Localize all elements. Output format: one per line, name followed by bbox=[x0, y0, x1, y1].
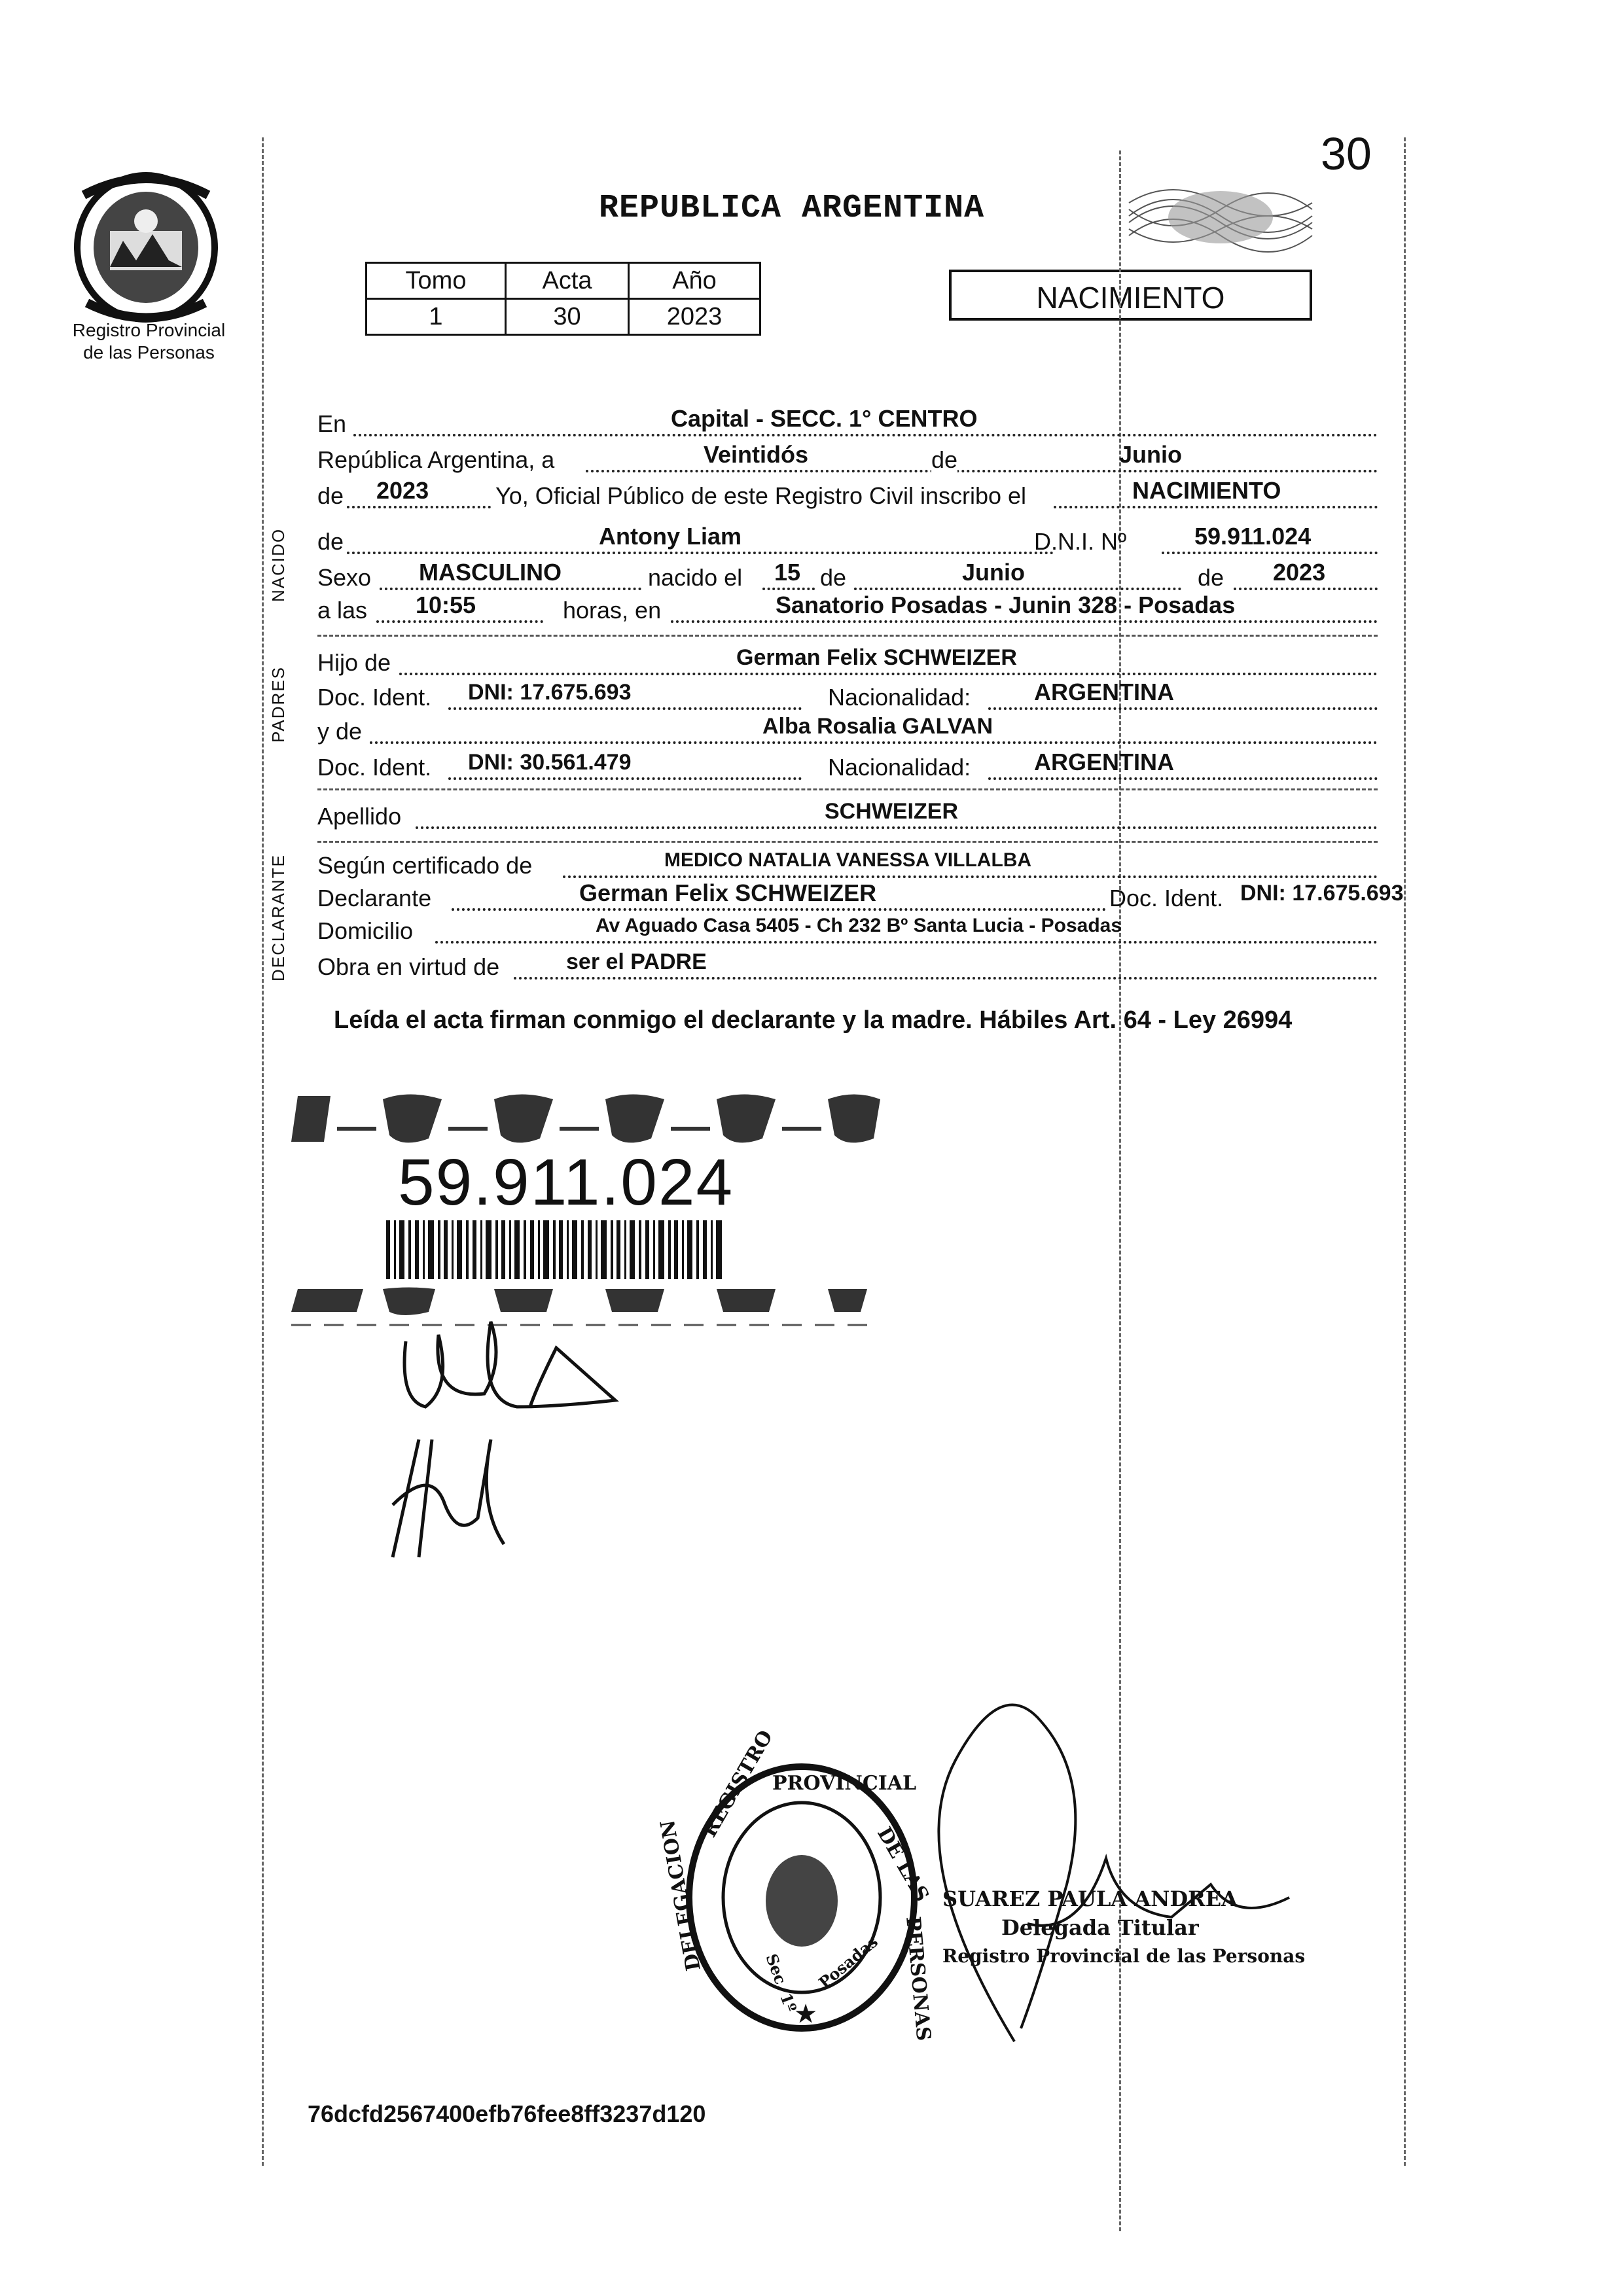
day-value: Veintidós bbox=[704, 441, 809, 468]
document-title: REPUBLICA ARGENTINA bbox=[599, 190, 985, 227]
svg-text:DELEGACION: DELEGACION bbox=[656, 1818, 706, 1973]
capacity-value: ser el PADRE bbox=[566, 949, 707, 974]
svg-text:PERSONAS: PERSONAS bbox=[901, 1915, 935, 2042]
birth-place-value: Sanatorio Posadas - Junin 328 - Posadas bbox=[776, 592, 1236, 618]
line-surname bbox=[317, 799, 1378, 832]
line-address bbox=[317, 916, 1378, 946]
value-acta: 30 bbox=[506, 299, 629, 335]
dotted-line bbox=[988, 707, 1378, 710]
dotted-line bbox=[376, 620, 543, 623]
label-horas: horas, en bbox=[563, 597, 662, 624]
label-nac-mother: Nacionalidad: bbox=[828, 754, 971, 781]
father-nat-value: ARGENTINA bbox=[1034, 679, 1174, 705]
record-type: NACIMIENTO bbox=[949, 270, 1312, 321]
line-father-doc bbox=[317, 679, 1378, 713]
label-nac-father: Nacionalidad: bbox=[828, 684, 971, 711]
label-domicilio: Domicilio bbox=[317, 917, 414, 944]
mother-value: Alba Rosalia GALVAN bbox=[762, 714, 993, 739]
address-value: Av Aguado Casa 5405 - Ch 232 Bº Santa Lucia - Posadas bbox=[596, 915, 1122, 936]
security-emblem-icon bbox=[1126, 177, 1315, 258]
line-certificate bbox=[317, 851, 1378, 881]
dotted-line bbox=[399, 673, 1378, 675]
side-label-padres: PADRES bbox=[268, 666, 288, 743]
line-time bbox=[317, 592, 1378, 626]
dotted-line bbox=[448, 777, 802, 780]
month-value: Junio bbox=[1119, 441, 1182, 468]
line-mother bbox=[317, 716, 1378, 747]
closing-statement: Leída el acta firman conmigo el declarante y la madre. Hábiles Art. 64 - Ley 26994 bbox=[334, 1006, 1293, 1034]
declarant-doc-value: DNI: 17.675.693 bbox=[1240, 881, 1404, 906]
label-apellido: Apellido bbox=[317, 803, 402, 830]
label-de-birth-year: de bbox=[1198, 564, 1224, 591]
header-anio: Año bbox=[629, 263, 760, 299]
line-mother-doc bbox=[317, 749, 1378, 783]
signatory-name: SUAREZ PAULA ANDREA bbox=[942, 1886, 1238, 1911]
label-nacido: nacido el bbox=[648, 564, 743, 591]
label-obra: Obra en virtud de bbox=[317, 953, 500, 980]
record-table bbox=[365, 262, 761, 336]
barcode-icon bbox=[386, 1220, 726, 1279]
line-father bbox=[317, 645, 1378, 678]
line-declarant bbox=[317, 879, 1404, 913]
label-a-las: a las bbox=[317, 597, 368, 624]
value-anio: 2023 bbox=[629, 299, 760, 335]
label-inscribo: Yo, Oficial Público de este Registro Civil inscribo el bbox=[495, 482, 1027, 509]
label-de: de bbox=[931, 445, 957, 475]
dotted-line bbox=[988, 777, 1378, 780]
label-declarante: Declarante bbox=[317, 885, 432, 911]
signature-declarant bbox=[386, 1309, 622, 1426]
year-value: 2023 bbox=[376, 477, 429, 504]
dotted-line bbox=[1234, 588, 1378, 590]
dni-value: 59.911.024 bbox=[1194, 523, 1312, 550]
dotted-line bbox=[586, 470, 1378, 472]
dotted-line bbox=[347, 506, 491, 508]
name-value: Antony Liam bbox=[599, 523, 742, 550]
event-value: NACIMIENTO bbox=[1132, 477, 1281, 504]
document-hash: 76dcfd2567400efb76fee8ff3237d120 bbox=[308, 2100, 706, 2127]
label-segun: Según certificado de bbox=[317, 852, 533, 879]
father-doc-value: DNI: 17.675.693 bbox=[468, 680, 632, 705]
label-doc-ident: Doc. Ident. bbox=[1109, 885, 1224, 911]
label-republica: República Argentina, a bbox=[317, 446, 555, 473]
dotted-line bbox=[416, 826, 1378, 829]
svg-text:REGISTRO: REGISTRO bbox=[698, 1726, 778, 1841]
label-hijo: Hijo de bbox=[317, 649, 391, 676]
line-year bbox=[317, 477, 1378, 511]
svg-text:Posadas: Posadas bbox=[815, 1932, 882, 1992]
line-sex bbox=[317, 559, 1378, 593]
surname-value: SCHWEIZER bbox=[825, 799, 958, 824]
dotted-line bbox=[347, 552, 1054, 554]
label-sexo: Sexo bbox=[317, 564, 372, 591]
section-divider bbox=[317, 788, 1378, 790]
logo-caption-line1: Registro Provincial bbox=[72, 320, 226, 340]
dotted-line bbox=[514, 977, 1378, 980]
value-tomo: 1 bbox=[366, 299, 506, 335]
dotted-line bbox=[1162, 552, 1378, 554]
dotted-line bbox=[353, 434, 1378, 436]
dotted-line bbox=[671, 620, 1378, 623]
label-de-name: de bbox=[317, 528, 344, 555]
side-label-nacido: NACIDO bbox=[268, 527, 288, 602]
dotted-line bbox=[1054, 506, 1378, 508]
label-de-year: de bbox=[317, 482, 344, 509]
signatory-block bbox=[942, 1884, 1305, 1971]
svg-text:★: ★ bbox=[795, 2000, 817, 2028]
sticker-pattern-top bbox=[291, 1089, 880, 1152]
label-y-de: y de bbox=[317, 718, 363, 745]
right-guide bbox=[1404, 137, 1406, 2166]
birth-year-value: 2023 bbox=[1273, 559, 1326, 586]
birth-day-value: 15 bbox=[774, 559, 801, 586]
sticker-id-number: 59.911.024 bbox=[398, 1146, 734, 1219]
dotted-line bbox=[370, 741, 1378, 744]
line-place bbox=[317, 405, 1378, 439]
time-value: 10:55 bbox=[416, 592, 476, 618]
dotted-line bbox=[435, 941, 1378, 944]
svg-text:DE LAS: DE LAS bbox=[872, 1823, 934, 1906]
section-divider bbox=[317, 841, 1378, 843]
label-doc-father: Doc. Ident. bbox=[317, 684, 432, 711]
svg-text:Sec. 1º: Sec. 1º bbox=[762, 1951, 801, 2015]
page-number: 30 bbox=[1321, 128, 1372, 179]
signatory-title: Delegada Titular bbox=[1001, 1915, 1199, 1940]
label-en: En bbox=[317, 410, 347, 437]
line-capacity bbox=[317, 949, 1378, 982]
side-label-declarante: DECLARANTE bbox=[268, 854, 288, 981]
place-value: Capital - SECC. 1° CENTRO bbox=[671, 405, 978, 432]
mother-nat-value: ARGENTINA bbox=[1034, 749, 1174, 775]
father-value: German Felix SCHWEIZER bbox=[736, 645, 1017, 670]
provincial-seal-icon bbox=[71, 169, 221, 326]
certificate-value: MEDICO NATALIA VANESSA VILLALBA bbox=[664, 849, 1032, 871]
label-de-birth: de bbox=[820, 564, 847, 591]
line-name bbox=[317, 523, 1378, 557]
svg-text:PROVINCIAL: PROVINCIAL bbox=[772, 1772, 917, 1795]
logo-caption bbox=[56, 319, 242, 364]
official-stamp-icon bbox=[656, 1726, 935, 2042]
birth-month-value: Junio bbox=[962, 559, 1025, 586]
margin-guide bbox=[262, 137, 264, 2166]
logo-caption-line2: de las Personas bbox=[83, 342, 215, 362]
line-date bbox=[317, 441, 1378, 475]
mother-doc-value: DNI: 30.561.479 bbox=[468, 750, 632, 775]
section-divider bbox=[317, 635, 1378, 637]
label-doc-mother: Doc. Ident. bbox=[317, 754, 432, 781]
sex-value: MASCULINO bbox=[419, 559, 562, 586]
header-tomo: Tomo bbox=[366, 263, 506, 299]
signature-official bbox=[870, 1662, 1302, 2068]
label-dni: D.N.I. Nº bbox=[1034, 528, 1127, 555]
declarant-value: German Felix SCHWEIZER bbox=[579, 879, 877, 906]
signature-mother bbox=[380, 1426, 510, 1570]
header-acta: Acta bbox=[506, 263, 629, 299]
signatory-office: Registro Provincial de las Personas bbox=[942, 1945, 1306, 1967]
dotted-line bbox=[448, 707, 802, 710]
